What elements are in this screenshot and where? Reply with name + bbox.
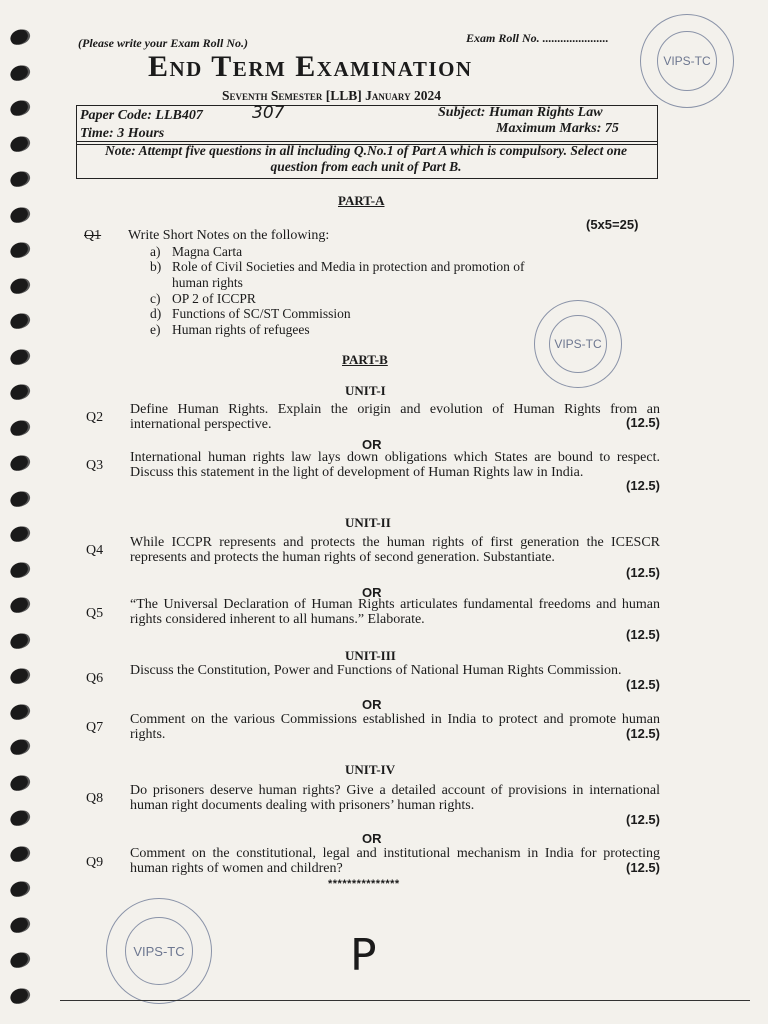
q5-marks: (12.5) [626,627,660,642]
q6-text: Discuss the Constitution, Power and Functions of National Human Rights Commission. [130,663,622,678]
q1-item-a: a) Magna Carta [150,244,243,259]
q1-label: Q1 [84,228,102,243]
q1-item-d: d) Functions of SC/ST Commission [150,306,351,321]
q3-marks: (12.5) [626,478,660,493]
q2-label: Q2 [86,410,104,425]
subject: Subject: Human Rights Law [438,105,603,120]
q7-label: Q7 [86,720,104,735]
q4-label: Q4 [86,543,104,558]
paper-code-handwritten: 307 [252,103,285,123]
unit-4-heading: UNIT-IV [345,762,396,777]
max-marks: Maximum Marks: 75 [496,121,619,136]
q1-item-e: e) Human rights of refugees [150,322,310,337]
semester-line: Seventh Semester [LLB] January 2024 [222,88,441,103]
q1-text: Write Short Notes on the following: [128,228,330,243]
q6-label: Q6 [86,671,104,686]
q2-text: Define Human Rights. Explain the origin and evolution of Human Rights from an international perspective. [130,402,660,432]
part-a-heading: PART-A [338,193,385,208]
q8-label: Q8 [86,791,104,806]
unit-3-heading: UNIT-III [345,648,396,663]
roll-note: (Please write your Exam Roll No.) [78,36,248,50]
stamp-text: VIPS-TC [549,315,607,373]
exam-roll-label: Exam Roll No. ...................... [466,31,609,45]
end-mark: *************** [328,878,400,890]
time: Time: 3 Hours [80,126,165,141]
exam-title: End Term Examination [148,50,473,83]
q8-text: Do prisoners deserve human rights? Give a detailed account of provisions in international human right documents dealing with prisoners’ human rights. [130,783,660,813]
bottom-rule [60,1000,750,1001]
q7-text: Comment on the various Commissions established in India to protect and promote human rights. [130,712,660,742]
q2-marks: (12.5) [626,415,660,430]
q9-marks: (12.5) [626,860,660,875]
institute-stamp-bottom [106,898,212,1004]
q1-marks: (5x5=25) [586,217,639,232]
q5-text: “The Universal Declaration of Human Rights articulates fundamental freedoms and human rights considered inherent to all humans.” Elaborate. [130,597,660,627]
or-label: OR [362,697,382,712]
q6-marks: (12.5) [626,677,660,692]
q7-marks: (12.5) [626,726,660,741]
unit-2-heading: UNIT-II [345,515,391,530]
note-text: Note: Attempt five questions in all including Q.No.1 of Part A which is compulsory. Select one question from each unit of Part B. [104,143,628,174]
or-label: OR [362,831,382,846]
or-label: OR [362,437,382,452]
q4-text: While ICCPR represents and protects the human rights of first generation the ICESCR represents and protects the human rights of second generation. Substantiate. [130,535,660,565]
q5-label: Q5 [86,606,104,621]
institute-stamp [640,14,734,108]
q1-item-b: b) Role of Civil Societies and Media in protection and promotion of [150,259,525,274]
unit-1-heading: UNIT-I [345,383,386,398]
q3-label: Q3 [86,458,104,473]
q8-marks: (12.5) [626,812,660,827]
stamp-text: VIPS-TC [657,31,717,91]
part-b-heading: PART-B [342,352,388,367]
q3-text: International human rights law lays down obligations which States are bound to respect. Discuss this statement in the light of development of Human Rights law in India. [130,450,660,480]
or-label: OR [362,585,382,600]
institute-stamp-middle [534,300,622,388]
handwritten-p: P [350,930,377,981]
q4-marks: (12.5) [626,565,660,580]
paper-code: Paper Code: LLB407 [80,108,203,123]
q9-label: Q9 [86,855,104,870]
stamp-text: VIPS-TC [125,917,193,985]
q1-item-c: c) OP 2 of ICCPR [150,291,256,306]
q1-item-b-cont: human rights [172,275,243,290]
q9-text: Comment on the constitutional, legal and institutional mechanism in India for protecting human rights of women and children? [130,846,660,876]
